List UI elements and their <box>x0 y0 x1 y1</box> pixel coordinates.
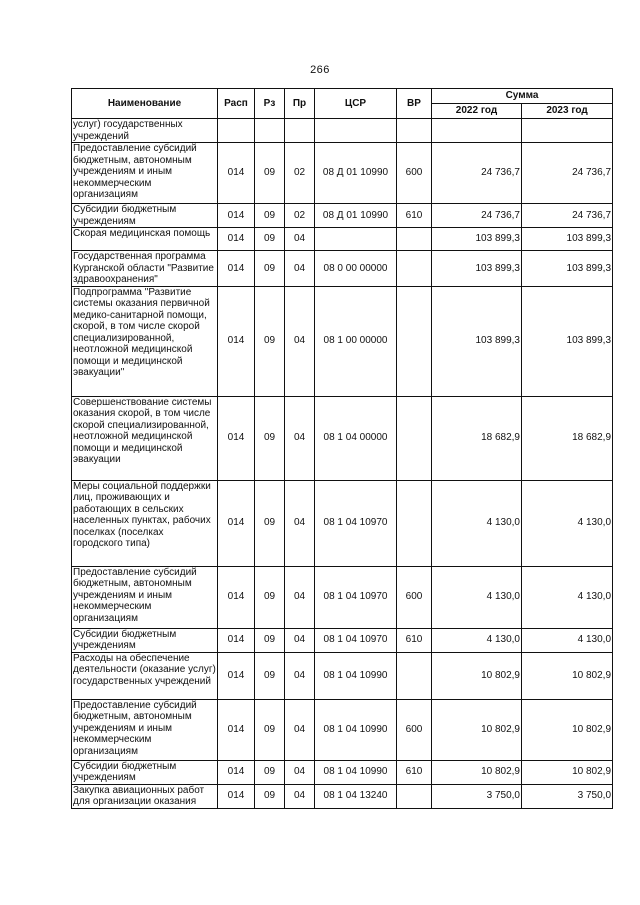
row-rasp: 014 <box>218 566 255 628</box>
row-pr: 04 <box>285 652 315 699</box>
table-row <box>72 628 613 652</box>
page-number: 266 <box>310 64 330 76</box>
row-name: Предоставление субсидий бюджетным, автономным учреждениям и иным некоммерческим организациям <box>72 143 218 204</box>
row-csr: 08 1 04 10990 <box>315 760 397 784</box>
row-csr <box>315 228 397 251</box>
row-rz: 09 <box>255 652 285 699</box>
header-rasp: Расп <box>218 89 255 119</box>
row-csr: 08 Д 01 10990 <box>315 204 397 228</box>
row-pr: 02 <box>285 143 315 204</box>
row-vr <box>397 119 432 143</box>
row-sum-2023: 10 802,9 <box>522 652 613 699</box>
row-rasp: 014 <box>218 628 255 652</box>
row-vr: 610 <box>397 204 432 228</box>
row-sum-2023: 10 802,9 <box>522 699 613 760</box>
row-vr: 600 <box>397 699 432 760</box>
row-rasp: 014 <box>218 251 255 287</box>
row-rasp: 014 <box>218 699 255 760</box>
row-name: Подпрограмма "Развитие системы оказания первичной медико-санитарной помощи, скорой, в том числе скорой специализированной, неотложной медицинской помощи и медицинской эвакуации" <box>72 286 218 396</box>
row-csr: 08 Д 01 10990 <box>315 143 397 204</box>
row-sum-2023: 24 736,7 <box>522 204 613 228</box>
row-rz <box>255 119 285 143</box>
row-vr: 610 <box>397 628 432 652</box>
row-rasp: 014 <box>218 652 255 699</box>
table-row <box>72 396 613 480</box>
row-csr: 08 1 04 00000 <box>315 396 397 480</box>
table-row <box>72 228 613 251</box>
row-name: Закупка авиационных работ для организации оказания <box>72 784 218 808</box>
header-year-2022: 2022 год <box>432 104 522 119</box>
row-name: Меры социальной поддержки лиц, проживающих и работающих в сельских населенных пунктах, рабочих поселках (поселках городского типа) <box>72 480 218 566</box>
row-pr: 04 <box>285 760 315 784</box>
row-sum-2022: 3 750,0 <box>432 784 522 808</box>
row-name: Скорая медицинская помощь <box>72 228 218 251</box>
row-vr <box>397 228 432 251</box>
row-sum-2022: 24 736,7 <box>432 143 522 204</box>
row-sum-2022: 10 802,9 <box>432 699 522 760</box>
row-sum-2023: 4 130,0 <box>522 480 613 566</box>
header-rz: Рз <box>255 89 285 119</box>
row-csr: 08 0 00 00000 <box>315 251 397 287</box>
row-csr: 08 1 04 13240 <box>315 784 397 808</box>
row-rz: 09 <box>255 396 285 480</box>
row-vr: 610 <box>397 760 432 784</box>
row-sum-2022: 10 802,9 <box>432 760 522 784</box>
row-name: Государственная программа Курганской области "Развитие здравоохранения" <box>72 251 218 287</box>
row-sum-2023: 4 130,0 <box>522 566 613 628</box>
row-sum-2023: 103 899,3 <box>522 251 613 287</box>
row-name: Предоставление субсидий бюджетным, автономным учреждениям и иным некоммерческим организациям <box>72 699 218 760</box>
row-sum-2022: 10 802,9 <box>432 652 522 699</box>
row-csr <box>315 119 397 143</box>
table-row <box>72 119 613 143</box>
table-row <box>72 566 613 628</box>
header-pr: Пр <box>285 89 315 119</box>
row-csr: 08 1 04 10990 <box>315 699 397 760</box>
header-year-2023: 2023 год <box>522 104 613 119</box>
row-name: услуг) государственных учреждений <box>72 119 218 143</box>
row-pr: 04 <box>285 396 315 480</box>
row-vr <box>397 286 432 396</box>
row-name: Расходы на обеспечение деятельности (оказание услуг) государственных учреждений <box>72 652 218 699</box>
row-rz: 09 <box>255 566 285 628</box>
row-pr: 04 <box>285 228 315 251</box>
row-pr: 04 <box>285 784 315 808</box>
row-sum-2022: 18 682,9 <box>432 396 522 480</box>
row-pr: 04 <box>285 699 315 760</box>
table-row <box>72 143 613 204</box>
table-body <box>72 119 613 809</box>
row-name: Предоставление субсидий бюджетным, автономным учреждениям и иным некоммерческим организациям <box>72 566 218 628</box>
row-name: Субсидии бюджетным учреждениям <box>72 628 218 652</box>
row-name: Совершенствование системы оказания скорой, в том числе скорой специализированной, неотложной медицинской помощи и медицинской эвакуации <box>72 396 218 480</box>
row-rz: 09 <box>255 760 285 784</box>
row-rz: 09 <box>255 784 285 808</box>
row-vr <box>397 480 432 566</box>
row-rasp: 014 <box>218 396 255 480</box>
row-csr: 08 1 04 10970 <box>315 566 397 628</box>
row-pr <box>285 119 315 143</box>
row-pr: 04 <box>285 286 315 396</box>
row-sum-2022: 103 899,3 <box>432 286 522 396</box>
row-name: Субсидии бюджетным учреждениям <box>72 760 218 784</box>
row-rz: 09 <box>255 251 285 287</box>
table-row <box>72 760 613 784</box>
row-rz: 09 <box>255 228 285 251</box>
header-csr: ЦСР <box>315 89 397 119</box>
row-pr: 04 <box>285 628 315 652</box>
table-row <box>72 204 613 228</box>
row-rasp: 014 <box>218 143 255 204</box>
row-vr <box>397 396 432 480</box>
row-rz: 09 <box>255 143 285 204</box>
table-row <box>72 784 613 808</box>
row-sum-2023: 103 899,3 <box>522 228 613 251</box>
row-rz: 09 <box>255 286 285 396</box>
row-rz: 09 <box>255 628 285 652</box>
row-sum-2022: 103 899,3 <box>432 228 522 251</box>
row-sum-2022: 24 736,7 <box>432 204 522 228</box>
row-pr: 04 <box>285 251 315 287</box>
budget-table <box>71 88 613 809</box>
row-name: Субсидии бюджетным учреждениям <box>72 204 218 228</box>
row-sum-2023: 103 899,3 <box>522 286 613 396</box>
row-csr: 08 1 04 10970 <box>315 480 397 566</box>
header-vr: ВР <box>397 89 432 119</box>
row-rasp: 014 <box>218 286 255 396</box>
row-rasp <box>218 119 255 143</box>
row-rasp: 014 <box>218 480 255 566</box>
row-sum-2023: 10 802,9 <box>522 760 613 784</box>
row-csr: 08 1 00 00000 <box>315 286 397 396</box>
row-pr: 02 <box>285 204 315 228</box>
row-vr <box>397 652 432 699</box>
header-name: Наименование <box>72 89 218 119</box>
row-pr: 04 <box>285 566 315 628</box>
row-sum-2022 <box>432 119 522 143</box>
row-rz: 09 <box>255 204 285 228</box>
row-sum-2023 <box>522 119 613 143</box>
row-sum-2023: 3 750,0 <box>522 784 613 808</box>
row-sum-2023: 18 682,9 <box>522 396 613 480</box>
row-rasp: 014 <box>218 228 255 251</box>
row-sum-2022: 4 130,0 <box>432 480 522 566</box>
table-row <box>72 286 613 396</box>
table-header <box>72 89 613 119</box>
row-sum-2022: 4 130,0 <box>432 628 522 652</box>
row-pr: 04 <box>285 480 315 566</box>
row-rasp: 014 <box>218 204 255 228</box>
row-rasp: 014 <box>218 760 255 784</box>
row-rz: 09 <box>255 699 285 760</box>
row-rasp: 014 <box>218 784 255 808</box>
row-vr: 600 <box>397 566 432 628</box>
row-sum-2022: 4 130,0 <box>432 566 522 628</box>
row-csr: 08 1 04 10990 <box>315 652 397 699</box>
table-row <box>72 652 613 699</box>
table-row <box>72 480 613 566</box>
row-rz: 09 <box>255 480 285 566</box>
table-row <box>72 699 613 760</box>
header-sum: Сумма <box>432 89 613 104</box>
row-sum-2022: 103 899,3 <box>432 251 522 287</box>
row-vr <box>397 251 432 287</box>
row-vr <box>397 784 432 808</box>
row-sum-2023: 24 736,7 <box>522 143 613 204</box>
row-sum-2023: 4 130,0 <box>522 628 613 652</box>
row-csr: 08 1 04 10970 <box>315 628 397 652</box>
row-vr: 600 <box>397 143 432 204</box>
table-row <box>72 251 613 287</box>
